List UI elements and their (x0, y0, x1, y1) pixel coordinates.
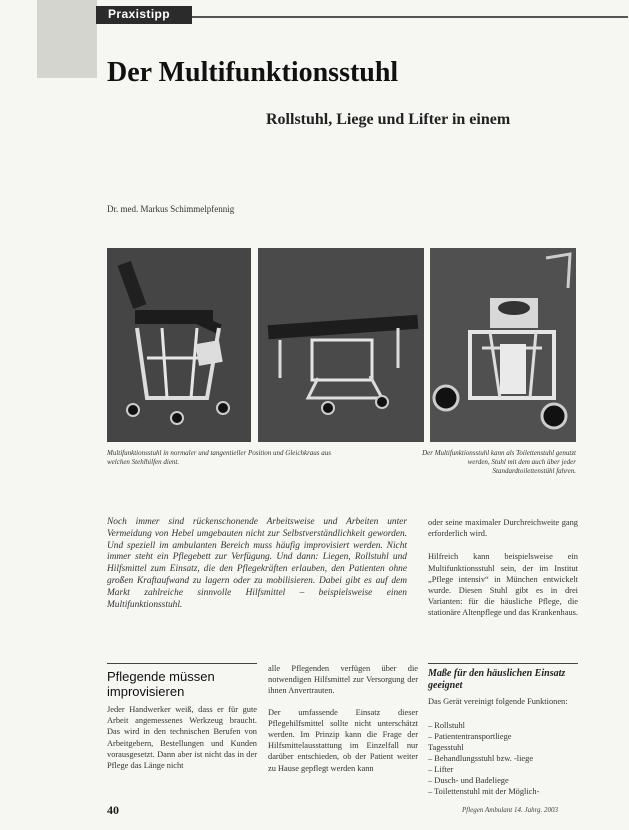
list-item: – Toilettenstuhl mit der Möglich- (428, 787, 540, 796)
middle-column (268, 663, 418, 774)
right-column-top (428, 517, 578, 619)
photo-chair-upright (107, 248, 251, 442)
section-header (96, 6, 628, 24)
list-item: – Dusch- und Badeliege (428, 776, 509, 785)
list-item: – Patiententransportliege (428, 732, 512, 741)
middle-column-p2: Der umfassende Einsatz dieser Pflegehilfsmittel sollte nicht unterschätzt werden. Im Prinzip kann die Frage der Hilfsmittelausstattung im Einzelfall nur darüber entschieden, ob der Patient weiter zu Hause gepflegt werden kann (268, 707, 418, 773)
photo-chair-flat (258, 248, 424, 442)
box-rule (428, 663, 578, 664)
caption-left: Multifunktionsstuhl in normaler und tangentieller Position und Gleichkraus aus welchen Stehlhilfen dient. (107, 449, 331, 466)
list-item: – Behandlungsstuhl bzw. -liege (428, 754, 534, 763)
journal-footer: Pflegen Ambulant 14. Jahrg. 2003 (462, 806, 559, 814)
list-item: – Rollstuhl (428, 721, 465, 730)
page-number: 40 (107, 803, 119, 817)
box-intro: Das Gerät vereinigt folgende Funktionen: (428, 697, 568, 706)
section-body: Jeder Handwerker weiß, dass er für gute Arbeit angemessenes Werkzeug braucht. Das wird in den technischen Berufen von Arbeitgebern, Bestellungen und Kunden vorausgesetzt. Dann aber ist nicht das in der Pflege das Länge nicht (107, 705, 257, 771)
box-heading: Maße für den häuslichen Einsatz geeignet (428, 668, 566, 691)
article-author: Dr. med. Markus Schimmelpfennig (107, 204, 235, 214)
section-heading: Pflegende müssen improvisieren (107, 669, 215, 699)
section-rule (107, 663, 257, 664)
middle-column-p1: alle Pflegenden verfügen über die notwendigen Hilfsmittel zur Versorgung der ihnen Anvertrauten. (268, 664, 418, 696)
photo-chair-toilet (430, 248, 576, 442)
right-column-p2: Hilfreich kann beispielsweise ein Multifunktionsstuhl sein, der im Institut „Pflege intensiv“ in München entwickelt wurde. Diesen Stuhl gibt es in drei Varianten: für die häusliche Pflege, die stationäre Altenpflege und das Krankenhaus. (428, 552, 579, 618)
right-column-p1: oder seine maximaler Durchreichweite gang erforderlich wird. (428, 518, 578, 539)
list-item: – Lifter (428, 765, 454, 774)
header-graybar (37, 0, 97, 78)
article-title: Der Multifunktionsstuhl (107, 57, 399, 88)
article-subtitle: Rollstuhl, Liege und Lifter in einem (266, 111, 511, 128)
lead-paragraph: Noch immer sind rückenschonende Arbeitsweise und Arbeiten unter Vermeidung von Hebel umgebauten nicht zur Selbstverständlichkeit geworden. Und speziell im ambulanten Bereich muss häufig improvisiert werden. Nicht immer steht ein Pflegebett zur Verfügung. Und dann: Liegen, Rollstuhl und Hilfsmittel zum Einsatz, die den Pflegekräften erlauben, den Patienten ohne großen Kraftaufwand zu lagern oder zu mobilisieren. Dabei gibt es auf dem Markt zahlreiche sinnvolle Hilfsmittel – beispielsweise einen Multifunktionsstuhl. (107, 517, 407, 610)
section-label: Praxistipp (108, 7, 171, 21)
header-rule (192, 16, 628, 18)
box-function-list (428, 720, 578, 797)
list-item: Tagesstuhl (428, 743, 464, 752)
caption-right: Der Multifunktionsstuhl kann als Toilettenstuhl genutzt werden, Stuhl mit dem auch über jeder Standardtoilettenstühl fahren. (422, 449, 576, 475)
